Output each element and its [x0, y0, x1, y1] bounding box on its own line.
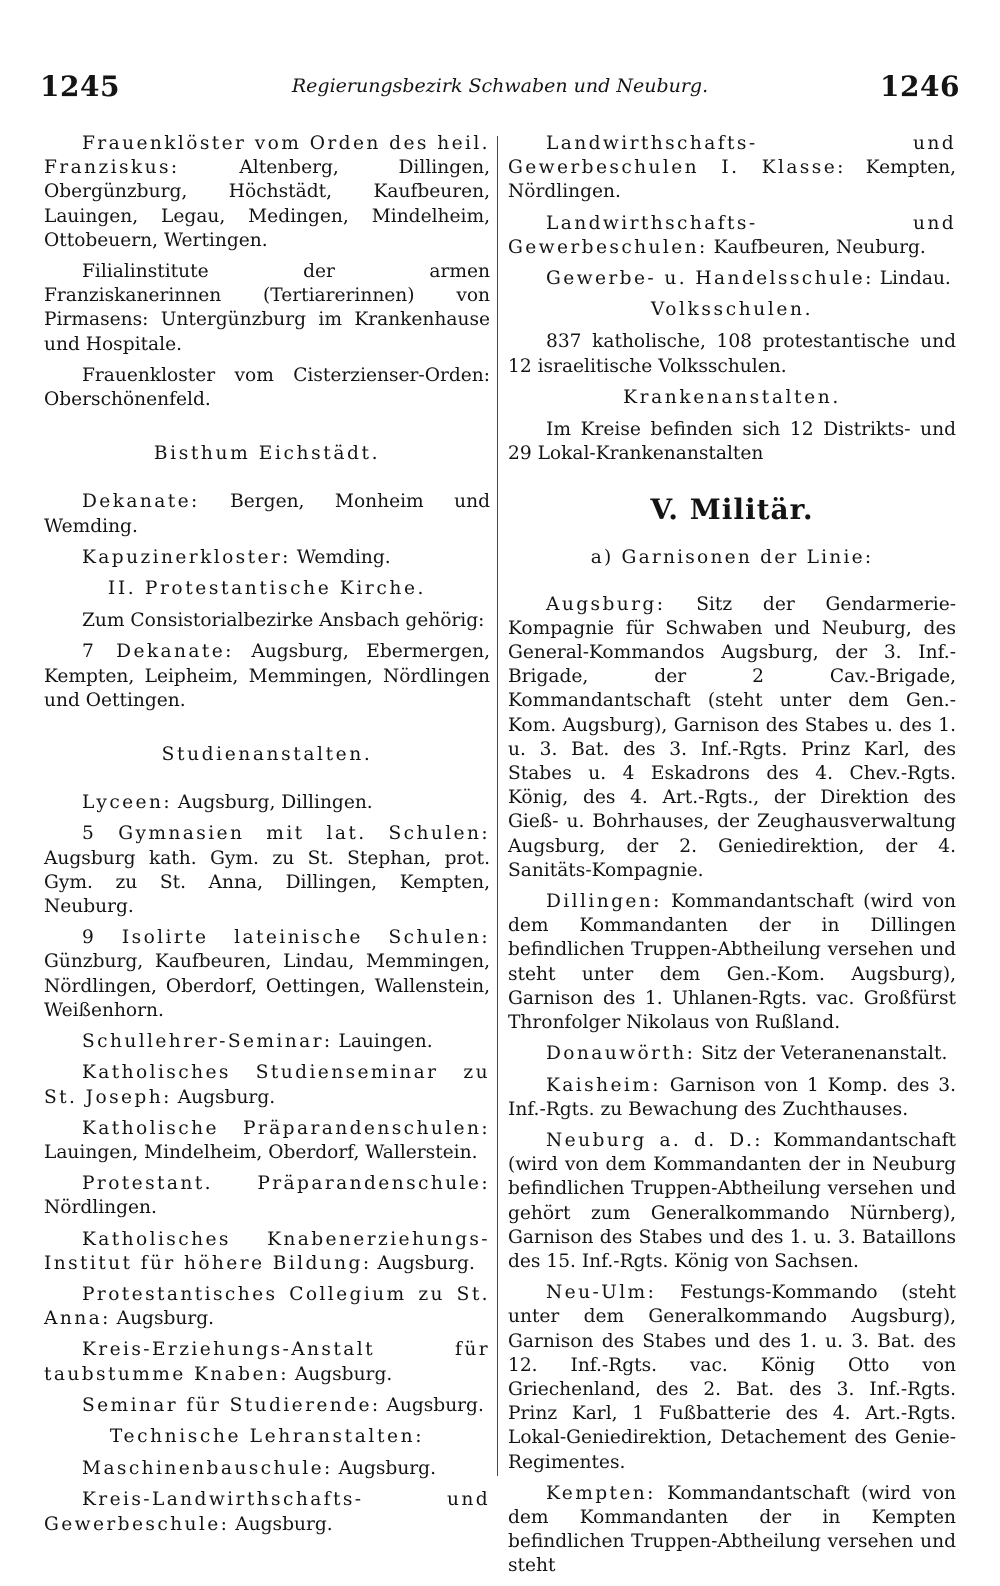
paragraph: Filialinstitute der armen Franziskanerinnen (Tertiarerinnen) von Pirmasens: Untergünzburg im Krankenhause und Hospitale. — [44, 261, 490, 355]
paragraph: Donauwörth: Sitz der Veteranenanstalt. — [546, 1043, 948, 1065]
paragraph: Kreis-Landwirthschafts- und Gewerbeschule: Augsburg. — [44, 1489, 490, 1535]
paragraph: Gewerbe- u. Handelsschule: Lindau. — [546, 268, 951, 290]
running-title: Regierungsbezirk Schwaben und Neuburg. — [291, 75, 709, 97]
paragraph: 837 katholische, 108 protestantische und 12 israelitische Volksschulen. — [508, 331, 956, 377]
paragraph: 5 Gymnasien mit lat. Schulen: Augsburg kath. Gym. zu St. Stephan, prot. Gym. zu St. Anna, Dillingen, Kempten, Neuburg. — [44, 823, 490, 918]
paragraph: Protestantisches Collegium zu St. Anna: Augsburg. — [44, 1283, 490, 1330]
paragraph: Im Kreise befinden sich 12 Distrikts- und 29 Lokal-Krankenanstalten — [508, 419, 956, 465]
paragraph: Frauenklöster vom Orden des heil. Franziskus: Altenberg, Dillingen, Obergünzburg, Höchstädt, Kaufbeuren, Lauingen, Legau, Medingen, Mindelheim, Ottobeuern, Wertingen. — [44, 133, 490, 251]
paragraph: Dillingen: Kommandantschaft (wird von dem Kommandanten der in Dillingen befindlichen Truppen-Abtheilung versehen und steht unter dem Gen.-Kom. Augsburg), Garnison des 1. Uhlanen-Rgts. vac. Großfürst Thronfolger Nikolaus von Rußland. — [508, 891, 956, 1034]
paragraph: Frauenkloster vom Cisterzienser-Orden: Oberschönenfeld. — [44, 364, 490, 411]
paragraph: Augsburg: Sitz der Gendarmerie-Kompagnie für Schwaben und Neuburg, des General-Kommandos Augsburg, der 3. Inf.-Brigade, der 2 Cav.-Brigade, Kommandantschaft (steht unter dem Gen.-Kom. Augsburg), Garnison des Stabes u. des 1. u. 3. Bat. des 3. Inf.-Rgts. Prinz Karl, des Stabes u. 4 Eskadrons des 4. Chev.-Rgts. König, des 4. Art.-Rgts., der Direktion des Gieß- u. Bohrhauses, der Zeughausverwaltung Augsburg, der 2. Geniedirektion, der 4. Sanitäts-Kompagnie. — [508, 593, 956, 881]
left-column — [44, 132, 490, 1544]
chapter-heading: V. Militär. — [650, 493, 814, 527]
section-heading: Krankenanstalten. — [623, 386, 841, 408]
paragraph: Lyceen: Augsburg, Dillingen. — [82, 792, 373, 814]
paragraph: Neuburg a. d. D.: Kommandantschaft (wird von dem Kommandanten der in Neuburg befindlichen Truppen-Abtheilung versehen und gehört zum Generalkommando Nürnberg), Garnison des Stabes und des 1. u. 3. Bataillons des 15. Inf.-Rgts. König von Sachsen. — [508, 1129, 956, 1272]
right-column — [508, 132, 956, 1586]
paragraph: Kreis-Erziehungs-Anstalt für taubstumme Knaben: Augsburg. — [44, 1339, 490, 1385]
column-divider — [497, 136, 498, 1476]
paragraph: Dekanate: Bergen, Monheim und Wemding. — [44, 491, 490, 537]
paragraph: 9 Isolirte lateinische Schulen: Günzburg, Kaufbeuren, Lindau, Memmingen, Nördlingen, Oberdorf, Oettingen, Wallenstein, Weißenhorn. — [44, 927, 490, 1021]
subsection-heading: a) Garnisonen der Linie: — [590, 547, 874, 569]
paragraph: Landwirthschafts- und Gewerbeschulen I. Klasse: Kempten, Nördlingen. — [508, 133, 956, 203]
page-number-right: 1246 — [880, 69, 960, 103]
section-heading: Studienanstalten. — [161, 744, 373, 766]
paragraph: Kaisheim: Garnison von 1 Komp. des 3. Inf.-Rgts. zu Bewachung des Zuchthauses. — [508, 1074, 956, 1120]
page-header — [40, 66, 960, 106]
paragraph: Seminar für Studierende: Augsburg. — [82, 1394, 484, 1416]
paragraph: Kempten: Kommandantschaft (wird von dem Kommandanten der in Kempten befindlichen Truppen-Abtheilung versehen und steht — [508, 1482, 956, 1577]
section-heading: Bisthum Eichstädt. — [153, 443, 381, 465]
page-number-left: 1245 — [40, 69, 120, 103]
paragraph: 7 Dekanate: Augsburg, Ebermergen, Kempten, Leipheim, Memmingen, Nördlingen und Oettingen. — [44, 641, 490, 711]
paragraph: Protestant. Präparandenschule: Nördlingen. — [44, 1173, 490, 1219]
paragraph: Landwirthschafts- und Gewerbeschulen: Kaufbeuren, Neuburg. — [508, 212, 956, 258]
paragraph: Schullehrer-Seminar: Lauingen. — [82, 1031, 433, 1053]
paragraph: Maschinenbauschule: Augsburg. — [82, 1458, 436, 1480]
paragraph: Kapuzinerkloster: Wemding. — [82, 546, 391, 568]
paragraph: Katholisches Knabenerziehungs-Institut für höhere Bildung: Augsburg. — [44, 1228, 490, 1274]
paragraph: Zum Consistorialbezirke Ansbach gehörig: — [82, 610, 485, 632]
section-heading: II. Protestantische Kirche. — [107, 578, 427, 600]
paragraph: Katholische Präparandenschulen: Lauingen, Mindelheim, Oberdorf, Wallerstein. — [44, 1117, 490, 1163]
paragraph: Katholisches Studienseminar zu St. Joseph: Augsburg. — [44, 1062, 490, 1108]
paragraph: Neu-Ulm: Festungs-Kommando (steht unter dem Generalkommando Augsburg), Garnison des Stabes und des 1. u. 3. Bat. des 12. Inf.-Rgts. vac. König Otto von Griechenland, des 2. Bat. des 3. Inf.-Rgts. Prinz Karl, 1 Fußbatterie des 4. Art.-Rgts. Lokal-Geniedirektion, Detachement des Genie-Regimentes. — [508, 1282, 956, 1473]
section-heading: Volksschulen. — [650, 299, 814, 321]
section-heading: Technische Lehranstalten: — [109, 1425, 425, 1447]
